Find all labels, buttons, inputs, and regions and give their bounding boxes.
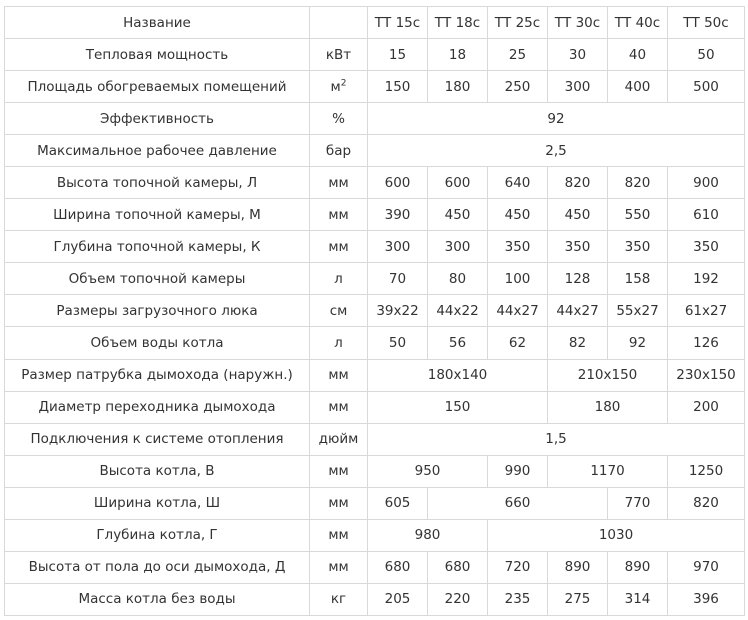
value-cell: 314 bbox=[608, 583, 668, 615]
value-cell: 62 bbox=[488, 327, 548, 359]
unit-text: мм bbox=[328, 206, 349, 223]
value-cell: 350 bbox=[668, 231, 745, 263]
table-row bbox=[5, 583, 745, 615]
parameter-name-cell: Ширина котла, Ш bbox=[5, 487, 310, 519]
header-row bbox=[5, 7, 745, 39]
parameter-name-cell: Эффективность bbox=[5, 103, 310, 135]
value-cell: 158 bbox=[608, 263, 668, 295]
value-cell: 990 bbox=[488, 455, 548, 487]
value-cell: 128 bbox=[548, 263, 608, 295]
value-cell: 350 bbox=[548, 231, 608, 263]
value-cell: 1170 bbox=[548, 455, 668, 487]
unit-text: см bbox=[329, 302, 348, 319]
parameter-name-cell: Объем воды котла bbox=[5, 327, 310, 359]
value-cell: 80 bbox=[428, 263, 488, 295]
unit-cell bbox=[310, 199, 368, 231]
parameter-name-cell: Максимальное рабочее давление bbox=[5, 135, 310, 167]
unit-cell bbox=[310, 423, 368, 455]
header-model-cell: ТТ 30с bbox=[548, 7, 608, 39]
value-cell: 600 bbox=[368, 167, 428, 199]
parameter-name-cell: Площадь обогреваемых помещений bbox=[5, 71, 310, 103]
value-cell: 220 bbox=[428, 583, 488, 615]
value-cell: 44x27 bbox=[548, 295, 608, 327]
value-cell: 1030 bbox=[488, 519, 745, 551]
value-cell: 82 bbox=[548, 327, 608, 359]
table-row bbox=[5, 199, 745, 231]
value-cell: 180x140 bbox=[368, 359, 548, 391]
value-cell: 890 bbox=[608, 551, 668, 583]
unit-text: мм bbox=[328, 238, 349, 255]
value-cell: 660 bbox=[428, 487, 608, 519]
header-name-cell: Название bbox=[5, 7, 310, 39]
parameter-name-cell: Ширина топочной камеры, М bbox=[5, 199, 310, 231]
unit-text: мм bbox=[328, 399, 349, 416]
value-cell: 25 bbox=[488, 39, 548, 71]
value-cell: 210x150 bbox=[548, 359, 668, 391]
value-cell: 275 bbox=[548, 583, 608, 615]
value-cell: 50 bbox=[368, 327, 428, 359]
value-cell: 820 bbox=[668, 487, 745, 519]
unit-cell bbox=[310, 295, 368, 327]
value-cell: 600 bbox=[428, 167, 488, 199]
table-row bbox=[5, 551, 745, 583]
value-cell: 640 bbox=[488, 167, 548, 199]
value-cell: 150 bbox=[368, 71, 428, 103]
table-row bbox=[5, 231, 745, 263]
value-cell: 450 bbox=[428, 199, 488, 231]
value-cell: 40 bbox=[608, 39, 668, 71]
unit-cell bbox=[310, 551, 368, 583]
table-row bbox=[5, 327, 745, 359]
value-cell: 300 bbox=[428, 231, 488, 263]
table-row bbox=[5, 359, 745, 391]
unit-cell bbox=[310, 391, 368, 423]
table-row bbox=[5, 295, 745, 327]
parameter-name-cell: Высота от пола до оси дымохода, Д bbox=[5, 551, 310, 583]
value-cell: 180 bbox=[548, 391, 668, 423]
value-cell: 970 bbox=[668, 551, 745, 583]
unit-cell bbox=[310, 487, 368, 519]
value-cell: 450 bbox=[548, 199, 608, 231]
unit-text: бар bbox=[325, 142, 352, 159]
table-row bbox=[5, 263, 745, 295]
value-cell: 70 bbox=[368, 263, 428, 295]
unit-cell bbox=[310, 519, 368, 551]
unit-cell bbox=[310, 359, 368, 391]
value-cell: 820 bbox=[548, 167, 608, 199]
unit-cell bbox=[310, 327, 368, 359]
table-row bbox=[5, 487, 745, 519]
value-cell: 550 bbox=[608, 199, 668, 231]
value-cell: 150 bbox=[368, 391, 548, 423]
specifications-table bbox=[4, 6, 745, 616]
value-cell: 1,5 bbox=[368, 423, 745, 455]
value-cell: 605 bbox=[368, 487, 428, 519]
unit-text: мм bbox=[328, 174, 349, 191]
unit-text: % bbox=[332, 110, 345, 127]
table-row bbox=[5, 391, 745, 423]
table-row bbox=[5, 103, 745, 135]
unit-cell bbox=[310, 231, 368, 263]
unit-cell bbox=[310, 103, 368, 135]
unit-text: л bbox=[334, 334, 343, 351]
value-cell: 390 bbox=[368, 199, 428, 231]
unit-text: кг bbox=[330, 591, 347, 608]
value-cell: 396 bbox=[668, 583, 745, 615]
value-cell: 820 bbox=[608, 167, 668, 199]
value-cell: 30 bbox=[548, 39, 608, 71]
header-model-cell: ТТ 50с bbox=[668, 7, 745, 39]
table-row bbox=[5, 71, 745, 103]
value-cell: 126 bbox=[668, 327, 745, 359]
unit-superscript: 2 bbox=[340, 78, 347, 89]
parameter-name-cell: Высота котла, В bbox=[5, 455, 310, 487]
parameter-name-cell: Размеры загрузочного люка bbox=[5, 295, 310, 327]
value-cell: 890 bbox=[548, 551, 608, 583]
value-cell: 1250 bbox=[668, 455, 745, 487]
unit-text: мм bbox=[328, 463, 349, 480]
value-cell: 950 bbox=[368, 455, 488, 487]
value-cell: 250 bbox=[488, 71, 548, 103]
unit-text: мм bbox=[328, 559, 349, 576]
unit-cell bbox=[310, 39, 368, 71]
value-cell: 680 bbox=[428, 551, 488, 583]
table-row bbox=[5, 455, 745, 487]
parameter-name-cell: Размер патрубка дымохода (наружн.) bbox=[5, 359, 310, 391]
table-row bbox=[5, 167, 745, 199]
parameter-name-cell: Масса котла без воды bbox=[5, 583, 310, 615]
header-model-cell: ТТ 25с bbox=[488, 7, 548, 39]
value-cell: 18 bbox=[428, 39, 488, 71]
parameter-name-cell: Тепловая мощность bbox=[5, 39, 310, 71]
header-model-cell: ТТ 15с bbox=[368, 7, 428, 39]
table-row bbox=[5, 39, 745, 71]
value-cell: 56 bbox=[428, 327, 488, 359]
value-cell: 400 bbox=[608, 71, 668, 103]
value-cell: 235 bbox=[488, 583, 548, 615]
unit-text: дюйм bbox=[318, 431, 359, 448]
value-cell: 610 bbox=[668, 199, 745, 231]
unit-text: мм bbox=[328, 495, 349, 512]
value-cell: 980 bbox=[368, 519, 488, 551]
value-cell: 192 bbox=[668, 263, 745, 295]
table-row bbox=[5, 423, 745, 455]
value-cell: 230x150 bbox=[668, 359, 745, 391]
unit-text: л bbox=[334, 270, 343, 287]
table-row bbox=[5, 135, 745, 167]
value-cell: 900 bbox=[668, 167, 745, 199]
parameter-name-cell: Подключения к системе отопления bbox=[5, 423, 310, 455]
unit-cell bbox=[310, 263, 368, 295]
unit-cell bbox=[310, 583, 368, 615]
unit-cell bbox=[310, 71, 368, 103]
value-cell: 2,5 bbox=[368, 135, 745, 167]
unit-text: мм bbox=[328, 527, 349, 544]
value-cell: 44x27 bbox=[488, 295, 548, 327]
value-cell: 205 bbox=[368, 583, 428, 615]
value-cell: 55x27 bbox=[608, 295, 668, 327]
value-cell: 92 bbox=[368, 103, 745, 135]
value-cell: 720 bbox=[488, 551, 548, 583]
value-cell: 61x27 bbox=[668, 295, 745, 327]
value-cell: 180 bbox=[428, 71, 488, 103]
table-row bbox=[5, 519, 745, 551]
value-cell: 300 bbox=[368, 231, 428, 263]
unit-cell bbox=[310, 455, 368, 487]
parameter-name-cell: Высота топочной камеры, Л bbox=[5, 167, 310, 199]
parameter-name-cell: Диаметр переходника дымохода bbox=[5, 391, 310, 423]
unit-text: м bbox=[330, 78, 341, 95]
value-cell: 500 bbox=[668, 71, 745, 103]
unit-text: кВт bbox=[325, 46, 352, 63]
unit-cell bbox=[310, 167, 368, 199]
value-cell: 770 bbox=[608, 487, 668, 519]
value-cell: 200 bbox=[668, 391, 745, 423]
header-model-cell: ТТ 40с bbox=[608, 7, 668, 39]
parameter-name-cell: Глубина топочной камеры, К bbox=[5, 231, 310, 263]
value-cell: 50 bbox=[668, 39, 745, 71]
parameter-name-cell: Глубина котла, Г bbox=[5, 519, 310, 551]
value-cell: 350 bbox=[488, 231, 548, 263]
value-cell: 44x22 bbox=[428, 295, 488, 327]
value-cell: 15 bbox=[368, 39, 428, 71]
unit-text: мм bbox=[328, 367, 349, 384]
value-cell: 100 bbox=[488, 263, 548, 295]
parameter-name-cell: Объем топочной камеры bbox=[5, 263, 310, 295]
unit-cell bbox=[310, 135, 368, 167]
value-cell: 350 bbox=[608, 231, 668, 263]
value-cell: 450 bbox=[488, 199, 548, 231]
value-cell: 680 bbox=[368, 551, 428, 583]
value-cell: 300 bbox=[548, 71, 608, 103]
header-model-cell: ТТ 18с bbox=[428, 7, 488, 39]
value-cell: 92 bbox=[608, 327, 668, 359]
header-unit-cell bbox=[310, 7, 368, 39]
value-cell: 39x22 bbox=[368, 295, 428, 327]
